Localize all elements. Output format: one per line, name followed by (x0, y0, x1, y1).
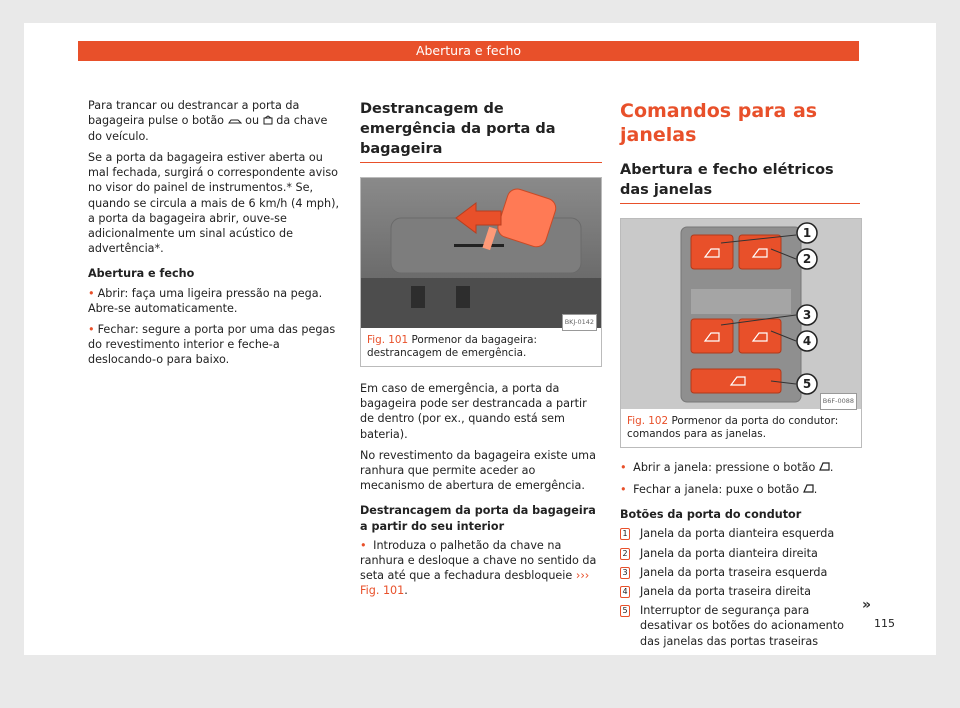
figure-link[interactable]: ››› Fig. 101 (360, 569, 590, 598)
subheading-driver-buttons: Botões da porta do condutor (620, 508, 802, 522)
callout-5: 5 (802, 377, 812, 391)
callout-2: 2 (802, 252, 812, 266)
page-number: 115 (874, 617, 895, 630)
callout-1: 1 (802, 226, 812, 240)
window-button-icon (803, 482, 814, 497)
figure-number: Fig. 101 (367, 334, 409, 346)
section-header: Abertura e fecho (78, 41, 859, 61)
bullet-open: • Abrir: faça uma ligeira pressão na pega. Abre-se automaticamente. (88, 286, 342, 316)
list-item: 1 Janela da porta dianteira esquerda (620, 526, 860, 541)
subheading-open-close: Abertura e fecho (88, 267, 195, 281)
column-1 (88, 98, 342, 374)
list-item: 4 Janela da porta traseira direita (620, 584, 860, 599)
callout-3: 3 (802, 308, 812, 322)
figure-caption: Fig. 102 Pormenor da porta do condutor: comandos para as janelas. (627, 415, 839, 440)
figure-102 (620, 218, 862, 448)
section-heading-windows: Abertura e fecho elétricos das janelas (620, 160, 860, 204)
callout-4: 4 (802, 334, 812, 348)
chapter-heading: Comandos para as janelas (620, 100, 818, 146)
paragraph-lock: Para trancar ou destrancar a porta da bagageira pulse o botão ou da chave do veículo. (88, 99, 328, 143)
list-item: 3 Janela da porta traseira esquerda (620, 565, 860, 580)
column-2 (360, 99, 602, 605)
figure-101 (360, 177, 602, 367)
callout-labels (621, 219, 861, 409)
bullet-close-window: • Fechar a janela: puxe o botão . (620, 482, 860, 498)
numbered-list (620, 526, 860, 648)
trunk-emergency-image (361, 178, 601, 328)
section-heading-emergency: Destrancagem de emergência da porta da bagageira (360, 99, 602, 163)
bullet-key: • Introduza o palhetão da chave na ranhura e desloque a chave no sentido da seta até que a fechadura desbloqueie ››› Fig. 101. (360, 538, 602, 599)
figure-code: B6F-0088 (820, 393, 857, 410)
bullet-close: • Fechar: segure a porta por uma das pegas do revestimento interior e feche-a deslocando-o para baixo. (88, 322, 342, 368)
figure-code: BKJ-0142 (562, 314, 597, 331)
window-button-icon (819, 460, 830, 475)
figure-caption: Fig. 101 Pormenor da bagageira: destrancagem de emergência. (367, 334, 538, 359)
paragraph-emergency: Em caso de emergência, a porta da bagageira pode ser destrancada a partir de dentro (por ex., quando está sem bateria). (360, 382, 587, 441)
trunk-icon (263, 114, 273, 129)
figure-number: Fig. 102 (627, 415, 669, 427)
car-open-icon (228, 114, 242, 129)
next-page-arrow[interactable]: » (862, 597, 872, 613)
list-item: 5 Interruptor de segurança para desativar os botões do acionamento das janelas das portas traseiras (620, 603, 860, 649)
paragraph-slot: No revestimento da bagageira existe uma ranhura que permite aceder ao mecanismo de abertura de emergência. (360, 448, 596, 493)
bullet-open-window: • Abrir a janela: pressione o botão . (620, 460, 860, 476)
paragraph-warning: Se a porta da bagageira estiver aberta ou mal fechada, surgirá o correspondente aviso no visor do painel de instrumentos.* Se, quando se circula a mais de 6 km/h (4 mph), a porta da bagageira abrir, ouve-se adicionalmente um sinal acústico de advertência*. (88, 151, 339, 256)
subheading-inside: Destrancagem da porta da bagageira a partir do seu interior (360, 504, 596, 533)
list-item: 2 Janela da porta dianteira direita (620, 546, 860, 561)
column-3 (620, 99, 860, 653)
